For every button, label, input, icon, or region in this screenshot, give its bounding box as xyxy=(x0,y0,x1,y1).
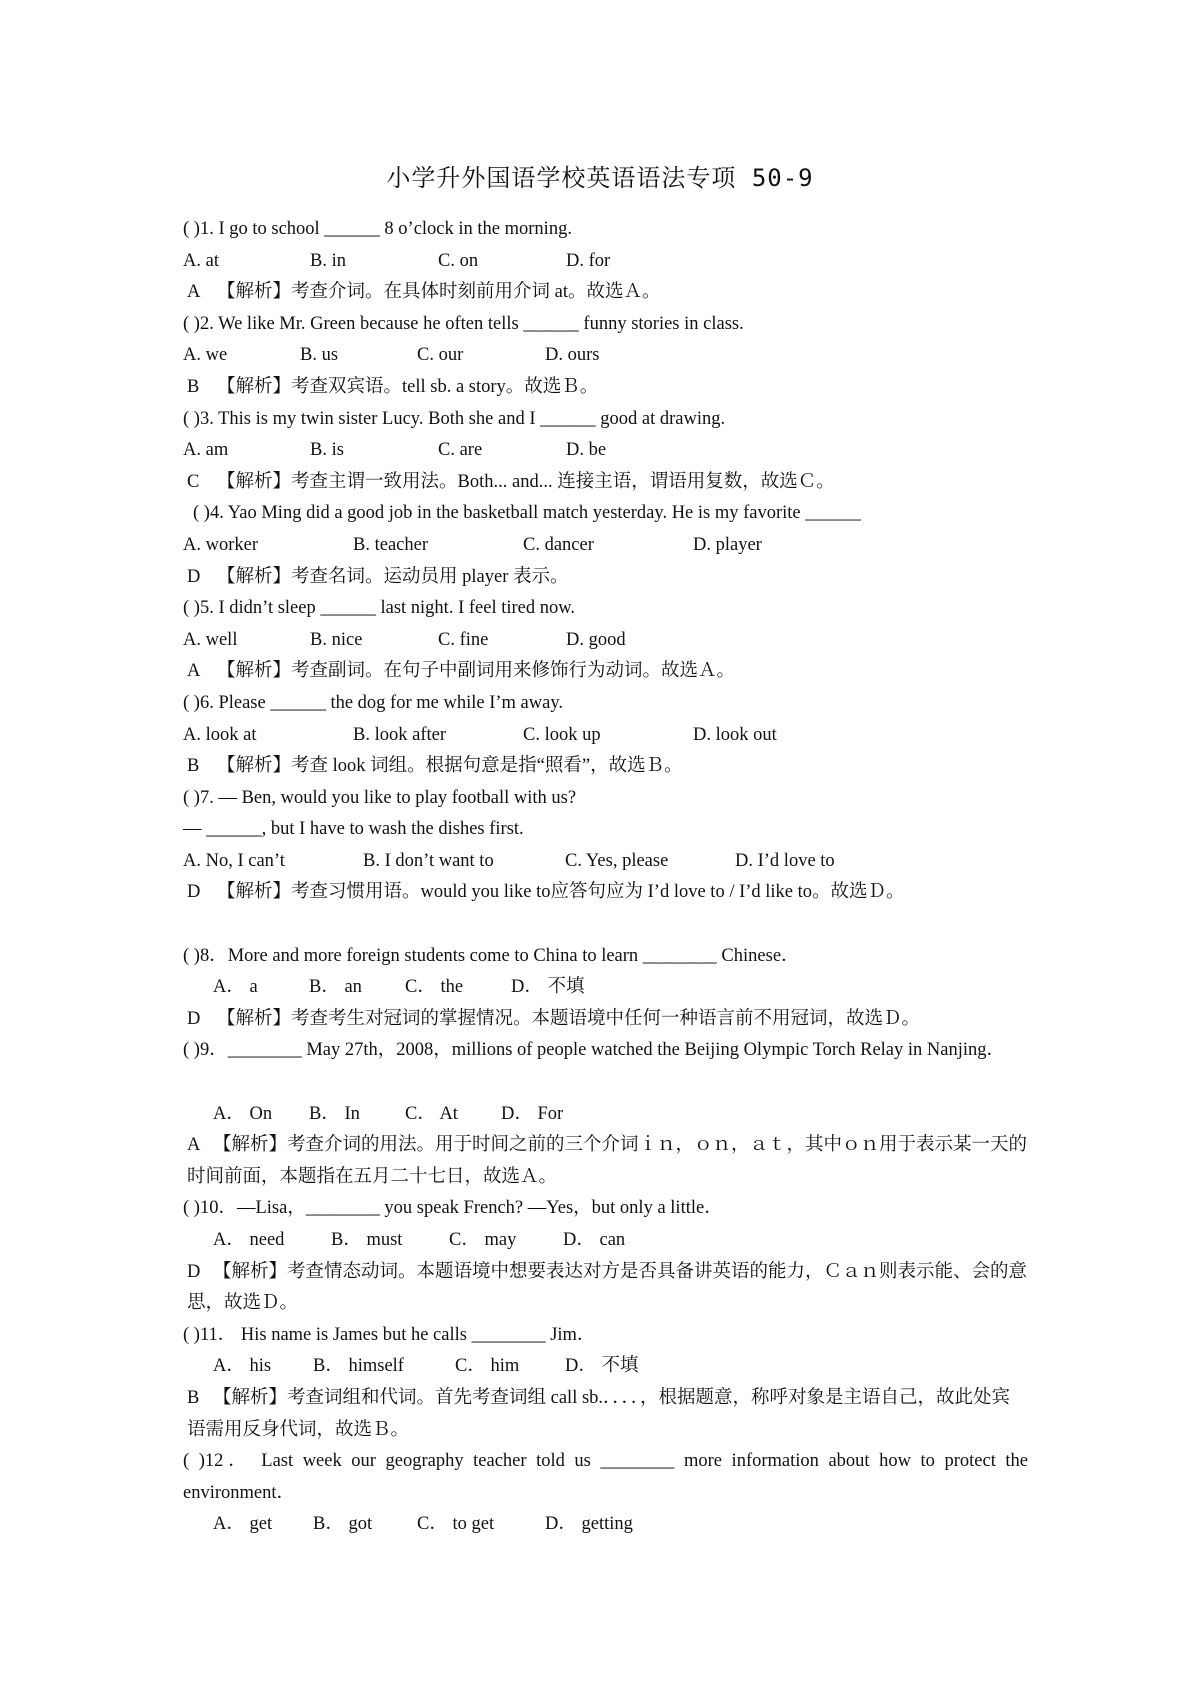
question-stem: ( )7. — Ben, would you like to play football with us? xyxy=(183,787,577,808)
answer-line xyxy=(183,656,1028,688)
option: D． can xyxy=(563,1230,626,1250)
option: A. worker xyxy=(183,534,259,555)
question-stem: ( )11． His name is James but he calls ________ Jim． xyxy=(183,1324,596,1345)
option: B. in xyxy=(310,250,346,271)
option: C． may xyxy=(449,1230,517,1250)
analysis-text: 【解析】考查双宾语。tell sb. a story。故选Ｂ。 xyxy=(217,376,599,397)
option: A． need xyxy=(213,1230,285,1250)
answer-line xyxy=(183,1130,1028,1193)
option: B． got xyxy=(313,1514,373,1535)
option: B． himself xyxy=(313,1356,404,1377)
question-stem: ( )2. We like Mr. Green because he often tells ______ funny stories in class. xyxy=(183,313,744,334)
option: B. look after xyxy=(353,724,446,745)
option-row xyxy=(183,846,1028,878)
option: A. we xyxy=(183,345,228,366)
option: A． his xyxy=(213,1356,272,1377)
option: B. nice xyxy=(310,629,363,650)
analysis-text: 【解析】考查副词。在句子中副词用来修饰行为动词。故选Ａ。 xyxy=(217,661,736,682)
answer-letter: D xyxy=(187,566,201,587)
option-row xyxy=(183,720,1028,752)
option: D． For xyxy=(501,1103,564,1124)
option-row xyxy=(183,340,1028,372)
option: D. be xyxy=(566,440,607,461)
analysis-text: 【解析】考查介词。在具体时刻前用介词 at。故选Ａ。 xyxy=(217,282,661,303)
analysis-text: 【解析】考查情态动词。本题语境中想要表达对方是否具备讲英语的能力，Ｃａｎ则表示能、会的意思，故选Ｄ。 xyxy=(187,1261,1028,1314)
analysis-text: 【解析】考查介词的用法。用于时间之前的三个介词ｉｎ，ｏｎ，ａｔ，其中ｏｎ用于表示某一天的时间前面，本题指在五月二十七日，故选Ａ。 xyxy=(187,1135,1028,1187)
answer-letter: D xyxy=(187,1261,201,1282)
option: C. on xyxy=(438,250,479,271)
answer-letter: A xyxy=(187,282,201,303)
question-stem: ( )3. This is my twin sister Lucy. Both she and I ______ good at drawing. xyxy=(183,408,726,429)
answer-letter: B xyxy=(187,756,200,777)
option: C. dancer xyxy=(523,534,594,555)
analysis-text: 【解析】考查名词。运动员用 player 表示。 xyxy=(217,566,569,587)
option: C． the xyxy=(405,977,464,998)
option-row xyxy=(183,1351,1028,1383)
option: A. at xyxy=(183,250,219,271)
analysis-text: 【解析】考查主谓一致用法。Both... and... 连接主语，谓语用复数，故选Ｃ。 xyxy=(217,471,835,492)
option: C. Yes, please xyxy=(565,850,669,871)
analysis-text: 【解析】考查考生对冠词的掌握情况。本题语境中任何一种语言前不用冠词，故选Ｄ。 xyxy=(217,1008,921,1029)
option: B. teacher xyxy=(353,534,428,555)
option: B． In xyxy=(309,1103,360,1124)
option: B. I don’t want to xyxy=(363,850,494,871)
option: C． him xyxy=(455,1356,520,1377)
answer-line xyxy=(183,877,1028,940)
option: B. us xyxy=(300,345,339,366)
answer-line xyxy=(183,1004,1028,1036)
question-stem: ( )4. Yao Ming did a good job in the basketball match yesterday. He is my favorite ______ xyxy=(193,503,861,524)
option: C． At xyxy=(405,1103,458,1124)
question-stem: ( )8．More and more foreign students come to China to learn ________ Chinese． xyxy=(183,945,800,966)
answer-letter: D xyxy=(187,882,201,903)
answer-letter: C xyxy=(187,471,200,492)
option: A． a xyxy=(213,977,258,998)
question-stem: ( )10．—Lisa，________ you speak French? —Yes，but only a little． xyxy=(183,1198,723,1219)
option: C. fine xyxy=(438,629,489,650)
question-stem: ( )6. Please ______ the dog for me while I’m away. xyxy=(183,692,563,713)
answer-line xyxy=(183,562,1028,594)
option: C. look up xyxy=(523,724,601,745)
document-title: 小学升外国语学校英语语法专项 50-9 xyxy=(386,164,814,192)
answer-line xyxy=(183,1257,1028,1320)
question-stem: ( )9．________ May 27th，2008，millions of people watched the Beijing Olympic Torch Relay in Nanjing． xyxy=(183,1040,1006,1061)
option: C. are xyxy=(438,440,483,461)
option-row xyxy=(183,1099,1028,1131)
option: A. look at xyxy=(183,724,257,745)
option: B． must xyxy=(331,1230,403,1250)
analysis-text: 【解析】考查 look 词组。根据句意是指“照看”，故选Ｂ。 xyxy=(217,756,683,777)
option: A. well xyxy=(183,629,238,650)
option: A. No, I can’t xyxy=(183,850,285,871)
option: D. good xyxy=(566,629,626,650)
option: C. our xyxy=(417,345,464,366)
answer-line xyxy=(183,467,1028,499)
option-row xyxy=(183,1509,1028,1541)
option-row xyxy=(183,972,1028,1004)
answer-letter: A xyxy=(187,1135,201,1156)
option-row xyxy=(183,530,1028,562)
option: D. look out xyxy=(693,724,777,745)
option: A. am xyxy=(183,440,229,461)
option-row xyxy=(183,1225,1028,1257)
question-stem-reply: — ______, but I have to wash the dishes first. xyxy=(183,819,524,840)
option: D． 不填 xyxy=(511,977,585,998)
document-body xyxy=(183,214,1028,1541)
option: B. is xyxy=(310,440,344,461)
answer-line xyxy=(183,1383,1028,1446)
option: D． getting xyxy=(545,1514,633,1535)
option: D． 不填 xyxy=(565,1356,639,1377)
answer-letter: B xyxy=(187,1387,200,1408)
answer-letter: B xyxy=(187,376,200,397)
answer-line xyxy=(183,751,1028,783)
analysis-text: 【解析】考查词组和代词。首先考查词组 call sb.．．．．，根据题意，称呼对象是主语自己，故此处宾语需用反身代词，故选Ｂ。 xyxy=(187,1387,1011,1440)
analysis-text: 【解析】考查习惯用语。would you like to应答句应为 I’d love to / I’d like to。故选Ｄ。 xyxy=(217,882,905,903)
option: D. ours xyxy=(545,345,600,366)
answer-letter: D xyxy=(187,1008,201,1029)
question-stem: ( )5. I didn’t sleep ______ last night. I feel tired now. xyxy=(183,598,576,619)
answer-line xyxy=(183,277,1028,309)
option: C． to get xyxy=(417,1514,495,1535)
answer-letter: A xyxy=(187,661,201,682)
question-stem: ( )1. I go to school ______ 8 o’clock in the morning. xyxy=(183,219,572,239)
option: A． get xyxy=(213,1514,273,1535)
answer-line xyxy=(183,372,1028,404)
option-row xyxy=(183,435,1028,467)
option: A． On xyxy=(213,1103,273,1124)
option: D. player xyxy=(693,534,762,555)
option: D. for xyxy=(566,250,611,271)
option: D. I’d love to xyxy=(735,850,835,871)
option: B． an xyxy=(309,977,362,998)
option-row xyxy=(183,625,1028,657)
question-stem: ( )12． Last week our geography teacher told us ________ more information about how to protect the environment． xyxy=(183,1451,1028,1503)
option-row xyxy=(183,246,1028,278)
